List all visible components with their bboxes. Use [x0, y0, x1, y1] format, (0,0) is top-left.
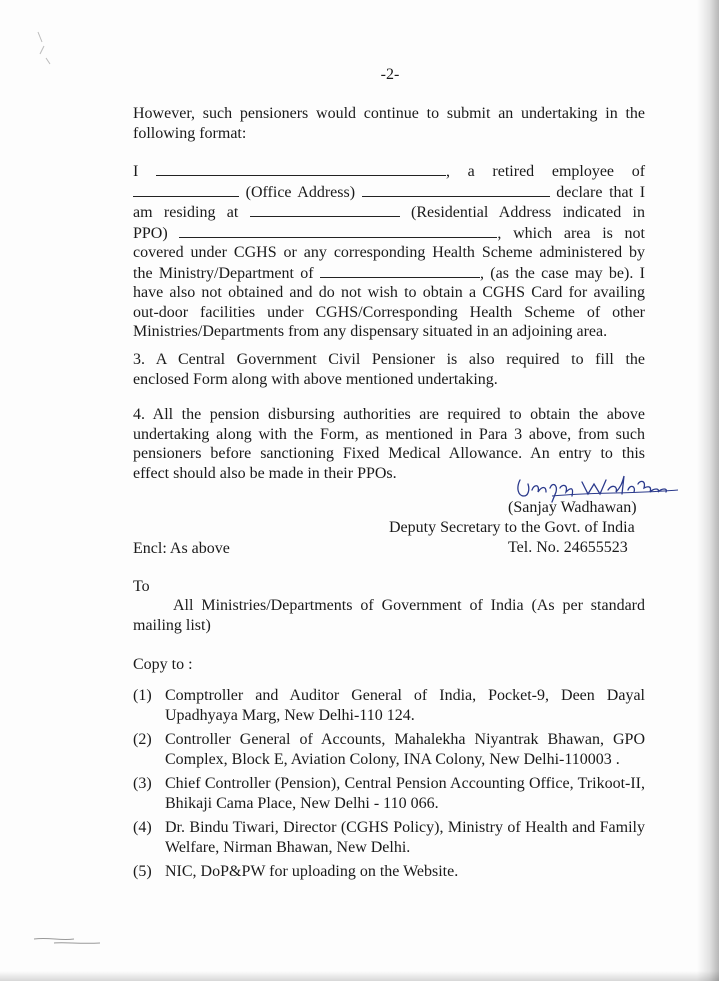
- copy-to-item: (2) Controller General of Accounts, Mahalekha Niyantrak Bhawan, GPO Complex, Block E, Aviation Colony, INA Colony, New Delhi-110003 .: [133, 731, 645, 768]
- copy-to-list: [133, 686, 645, 887]
- undertaking-format: [133, 161, 645, 342]
- undertaking-line-1: I , a retired employee of: [133, 163, 646, 180]
- name-blank: [156, 161, 446, 176]
- para3-line-2: enclosed Form along with above mentioned undertaking.: [133, 370, 498, 388]
- intro-line: following format:: [133, 124, 247, 142]
- ppo-blank: [179, 223, 497, 238]
- undertaking-line-8: out-door facilities under CGHS/Corresponding Health Scheme of other: [133, 303, 645, 321]
- page-edge-shadow: [697, 0, 719, 981]
- copy-to-item: (3) Chief Controller (Pension), Central Pension Accounting Office, Trikoot-II, Bhikaji Cama Place, New Delhi - 110 066.: [133, 775, 645, 812]
- para4-line-3: pensioners before sanctioning Fixed Medical Allowance. An entry to this: [133, 445, 645, 462]
- undertaking-line-6: the Ministry/Department of , (as the case may be). I: [133, 264, 645, 282]
- intro-paragraph: [133, 104, 645, 143]
- intro-line: However, such pensioners would continue to submit an undertaking in the: [133, 105, 645, 122]
- enclosure-note: Encl: As above: [133, 540, 230, 557]
- office-blank: [133, 182, 239, 197]
- signatory-telephone: Tel. No. 24655523: [508, 539, 628, 556]
- undertaking-line-5: covered under CGHS or any corresponding Health Scheme administered by: [133, 244, 645, 261]
- paragraph-3: [133, 350, 645, 389]
- scan-mark: [30, 28, 60, 68]
- para4-line-2: undertaking along with the Form, as mentioned in Para 3 above, from such: [133, 425, 645, 443]
- undertaking-line-9: Ministries/Departments from any dispensary situated in an adjoining area.: [133, 323, 608, 340]
- signatory-designation: Deputy Secretary to the Govt. of India: [389, 519, 635, 536]
- undertaking-line-4: PPO) , which area is not: [133, 224, 646, 242]
- to-line-2: mailing list): [133, 616, 211, 634]
- para4-line-1: 4. All the pension disbursing authorities are required to obtain the above: [133, 406, 645, 423]
- residence-blank: [250, 202, 400, 217]
- copy-to-label: Copy to :: [133, 656, 193, 673]
- copy-to-item: (4) Dr. Bindu Tiwari, Director (CGHS Policy), Ministry of Health and Family Welfare, Nirman Bhawan, New Delhi.: [133, 819, 645, 856]
- office-address-blank: [362, 182, 550, 197]
- page-number: -2-: [380, 66, 400, 83]
- to-label: To: [133, 578, 150, 595]
- undertaking-line-7: have also not obtained and do not wish to obtain a CGHS Card for availing: [133, 284, 645, 301]
- para4-line-4: effect should also be made in their PPOs.: [133, 464, 397, 482]
- copy-to-item: (1) Comptroller and Auditor General of India, Pocket-9, Deen Dayal Upadhyaya Marg, New Delhi-110 124.: [133, 687, 645, 724]
- ministry-blank: [320, 263, 480, 278]
- signatory-name: (Sanjay Wadhawan): [508, 499, 637, 516]
- scan-scribble: [30, 935, 110, 951]
- undertaking-line-2: (Office Address) declare that I: [133, 182, 645, 203]
- page-bottom-shadow: [0, 971, 719, 981]
- para3-line-1: 3. A Central Government Civil Pensioner is also required to fill the: [133, 351, 645, 368]
- to-line-1: All Ministries/Departments of Government of India (As per standard: [173, 597, 645, 614]
- to-recipients: [133, 596, 645, 635]
- copy-to-item: (5) NIC, DoP&PW for uploading on the Website.: [133, 863, 459, 880]
- undertaking-line-3: am residing at (Residential Address indicated in: [133, 204, 645, 221]
